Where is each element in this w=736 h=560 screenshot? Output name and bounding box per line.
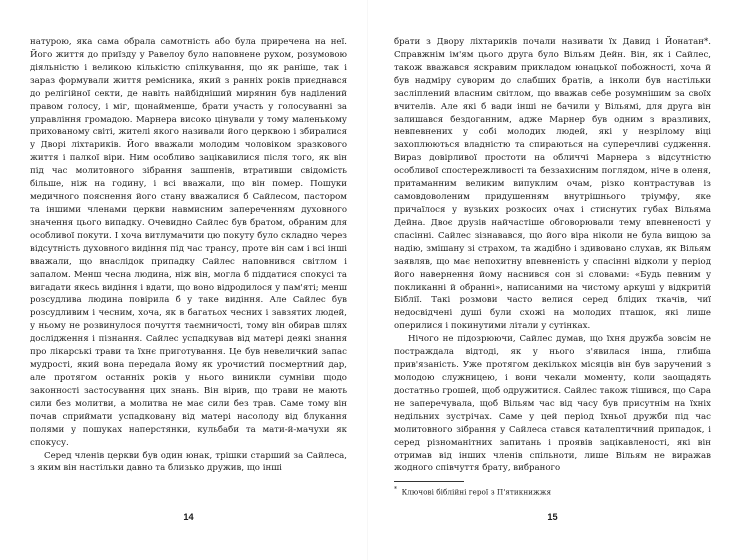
right-paragraph-1: брати з Двору ліхтариків почали називати їх Давид і Йонатан*. Справжнім ім'ям цього друга було Вільям Дейн. Він, як і Сайлес, також вважався яскравим прикладом юнацької побожності, хоча й був надміру суворим до слабших братів, а інколи був настільки засліплений власним світлом, що вважав себе розумнішим за своїх вчителів. Але які б вади інші не бачили у Вільямі, для друга він залишався бездоганним, адже Марнер був одним з вразливих, невпевнених у собі молодих людей, які у незрілому віці захоплюються владністю та спираються на суперечливі судження. Вираз довірливої простоти на обличчі Марнера з відсутністю особливої спостережливості та беззахисним поглядом, ніче в оленя, притаманним великим випуклим очам, різко контрастував із самовдоволеним придушенням внутрішнього тріумфу, яке причаїлося у вузьких розкосих очах і стиснутих губах Вільяма Дейна. Двоє друзів найчастіше обговорювали тему впевненості у спасінні. Сайлес зізнавався, що його віра ніколи не була вищою за надію, змішану зі страхом, та жадібно і здивовано слухав, як Вільям заявляв, що має непохитну впевненість у спасінні відколи у період його навернення йому наснився сон зі словами: «Будь певним у покликанні й обранні», написаними на чистому аркуші у відкритій Біблії. Такі розмови часто велися серед блідих ткачів, чиї недосвідчені душі були схожі на молодих пташок, які лише оперилися і покинутими літали у сутінках.	[394, 37, 711, 332]
left-paragraph-1: натурою, яка сама обрала самотність або була приречена на неї. Його життя до приїзду у Равелоу було наповнене рухом, розумовою діяльністю і великою кількістю спілкування, що як раніше, так і зараз формували життя ремісника, який з ранніх років приєднався до релігійної секти, де навіть найбідніший мирянин був наділений правом голосу, і міг, щонайменше, брати участь у голосуванні за управління громадою. Марнера високо цінували у тому маленькому прихованому світі, жителі якого називали його церквою і збиралися у Дворі ліхтариків. Його вважали молодим чоловіком зразкового життя і палкої віри. Ним особливо зацікавилися після того, як він під час молитовного зібрання зашпенів, втративши свідомість більше, ніж на годину, і всі вважали, що він помер. Пошуки медичного пояснення його стану вважалися б Сайлесом, пастором та іншими членами церкви навмисним запереченням духовного значення цього випадку. Очевидно Сайлес був братом, обраним для особливої покути. І хоча витлумачити цю покуту було складно через відсутність духовного видіння під час трансу, проте він сам і всі інші вважали, що внаслідок припадку Сайлес наповнився світлом і запалом. Менш чесна людина, ніж він, могла б піддатися спокусі та вигадати якесь видіння і вдати, що воно відродилося у пам'яті; менш розсудлива людина повірила б у таке видіння. Але Сайлес був розсудливим і чесним, хоча, як в багатьох чесних і завзятих людей, у ньому не розвинулося почуття таємничості, тому він обирав шлях дослідження і пізнання. Сайлес успадкував від матері деякі знання про лікарські трави та їхнє приготування. Це був невеличкий запас мудрості, який вона передала йому як урочистий посмертний дар, але протягом останніх років у нього виникли сумніви щодо законності застосування цих знань. Він вірив, що трави не мають сили без молитви, а молитва не має сили без трав. Саме тому він почав сприймати успадковану від матері насолоду від блукання полями у пошуках наперстянки, кульбаби та мати-й-мачухи як спокусу.	[30, 37, 347, 448]
left-page	[30, 36, 347, 556]
footnote-text: Ключові біблійні герої з П'ятикнижжя	[401, 487, 552, 497]
footnote	[394, 485, 711, 497]
page-number-left: 14	[183, 512, 194, 522]
book-gutter	[367, 0, 368, 560]
footnote-marker: *	[394, 486, 397, 494]
right-page	[394, 36, 711, 556]
left-paragraph-2: Серед членів церкви був один юнак, трішки старший за Сайлеса, з яким він настільки давно та близько дружив, що інші	[30, 450, 347, 474]
page-number-right: 15	[547, 512, 558, 522]
footnote-rule	[394, 481, 464, 482]
right-paragraph-2: Нічого не підозрюючи, Сайлес думав, що їхня дружба зовсім не постраждала відтоді, як у нього з'явилася інша, глибша прив'язаність. Уже протягом декількох місяців він був заручений з молодою служницею, і вони чекали моменту, коли заощадять достатньо грошей, щоб одружитися. Сайлес також тішився, що Сара не заперечувала, щоб Вільям час від часу був присутнім на їхніх недільних зустрічах. Саме у цей період їхньої дружби під час молитовного зібрання у Сайлеса стався каталептичний припадок, і серед різноманітних запитань і проявів зацікавленості, які він отримав від інших членів спільноти, лише Вільям не виражав жодного співчуття брату, вибраного	[394, 334, 711, 474]
